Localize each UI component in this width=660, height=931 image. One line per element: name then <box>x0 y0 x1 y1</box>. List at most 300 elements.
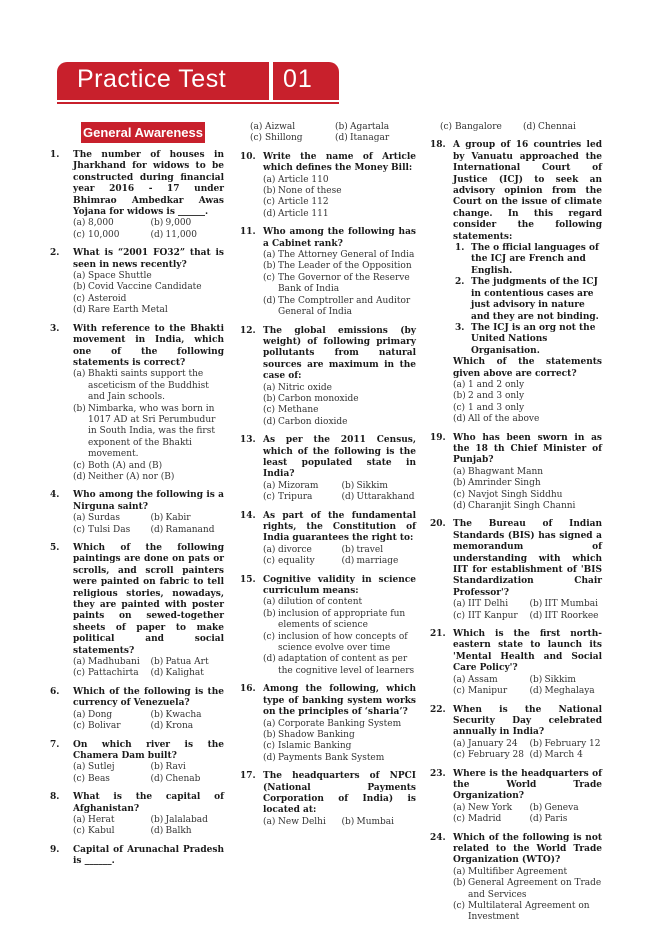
question-number: 3. <box>50 323 60 334</box>
answer-option <box>263 753 416 764</box>
option-text: General Agreement on Trade and Services <box>468 878 602 900</box>
statement-text: The judgments of the ICJ in contentious cases are just advisory in nature and they are not binding. <box>471 277 599 322</box>
option-text: February 12 <box>544 738 601 749</box>
option-letter: (c) <box>73 826 86 837</box>
answer-option <box>453 675 526 686</box>
question-item <box>50 324 224 484</box>
option-text: inclusion of appropriate fun elements of science <box>278 608 406 631</box>
answer-options <box>73 369 224 483</box>
option-text: Bhagwant Mann <box>468 466 544 477</box>
option-letter: (d) <box>529 750 543 761</box>
option-text: Kalighat <box>165 668 204 679</box>
option-letter: (c) <box>263 741 276 752</box>
answer-options <box>263 481 416 504</box>
question-item <box>430 433 602 513</box>
answer-option <box>73 404 224 461</box>
answer-options <box>73 710 224 733</box>
option-text: The Governor of the Reserve Bank of India <box>278 272 410 295</box>
option-text: 8,000 <box>88 218 114 229</box>
question-text: Capital of Arunachal Pradesh is ______. <box>73 844 224 867</box>
answer-option <box>530 739 603 750</box>
question-text: Which is the first north-eastern state to launch its 'Mental Health and Social Care Policy'? <box>453 629 602 674</box>
option-text: Covid Vaccine Candidate <box>88 282 202 293</box>
option-letter: (c) <box>73 668 86 679</box>
answer-option <box>453 599 526 610</box>
answer-option <box>151 513 225 524</box>
option-letter: (a) <box>73 369 86 380</box>
option-letter: (d) <box>263 654 276 665</box>
question-followup-text: Which of the statements given above are correct? <box>453 357 602 379</box>
answer-option <box>151 218 225 229</box>
option-letter: (b) <box>150 762 164 773</box>
option-letter: (c) <box>263 492 276 503</box>
question-item <box>50 845 224 868</box>
column-1 <box>50 150 224 875</box>
option-text: 11,000 <box>165 229 197 240</box>
option-text: Multilateral Agreement on Investment <box>468 901 590 923</box>
option-letter: (c) <box>453 750 466 761</box>
answer-option <box>453 803 526 814</box>
question-number: 14. <box>240 510 256 521</box>
question-text: As per the 2011 Census, which of the following is the least populated state in India? <box>263 435 416 480</box>
option-text: The Attorney General of India <box>278 250 415 261</box>
question-number: 19. <box>430 432 446 443</box>
option-text: Article 110 <box>278 174 329 185</box>
option-text: Balkh <box>165 826 192 837</box>
answer-option <box>151 230 225 241</box>
option-text: Charanjit Singh Channi <box>468 501 576 511</box>
option-letter: (d) <box>529 814 543 825</box>
option-text: travel <box>356 544 384 555</box>
question-number: 21. <box>430 629 446 640</box>
answer-option <box>73 218 147 229</box>
answer-option <box>342 545 417 556</box>
question-text: Where is the headquarters of the World Trade Organization? <box>453 768 602 802</box>
option-text: equality <box>278 556 315 567</box>
answer-options <box>73 271 224 317</box>
statement-number: 3. <box>455 322 465 333</box>
option-text: Bhakti saints support the asceticism of the Buddhist and Jain schools. <box>88 369 209 403</box>
option-letter: (d) <box>341 492 355 503</box>
option-text: Rare Earth Metal <box>88 305 168 316</box>
question-number: 10. <box>240 151 256 162</box>
option-text: Beas <box>88 773 110 784</box>
question-9-options-continued <box>240 122 416 145</box>
option-letter: (a) <box>73 513 86 524</box>
question-item <box>430 519 602 622</box>
answer-options <box>453 380 602 426</box>
answer-option <box>453 814 526 825</box>
option-letter: (a) <box>453 674 466 685</box>
option-text: Corporate Banking System <box>278 718 402 729</box>
question-number: 5. <box>50 543 60 553</box>
question-item <box>240 511 416 568</box>
answer-option <box>73 762 147 773</box>
answer-option <box>151 774 225 785</box>
answer-options <box>453 675 602 698</box>
option-letter: (b) <box>335 122 348 132</box>
option-letter: (b) <box>529 599 543 610</box>
option-letter: (a) <box>263 597 276 608</box>
answer-option <box>530 750 603 761</box>
question-text: The headquarters of NPCI (National Payments Corporation of India) is located at: <box>263 771 416 816</box>
question-text: Who among the following has a Cabinet rank? <box>263 227 416 249</box>
option-text: Itanagar <box>350 133 390 144</box>
option-letter: (d) <box>263 208 276 219</box>
answer-option <box>530 803 603 814</box>
answer-option <box>263 597 416 608</box>
answer-option <box>151 826 225 837</box>
answer-options <box>263 250 416 318</box>
option-text: Sikkim <box>544 674 576 685</box>
option-letter: (a) <box>263 250 276 261</box>
option-text: Carbon monoxide <box>278 393 359 404</box>
option-letter: (d) <box>341 556 355 567</box>
option-text: 2 and 3 only <box>468 391 525 402</box>
statement-number: 1. <box>455 243 465 254</box>
answer-option <box>73 721 147 732</box>
option-letter: (c) <box>73 721 86 732</box>
page-title: Practice Test <box>77 65 227 93</box>
option-text: marriage <box>356 556 399 567</box>
option-letter: (a) <box>263 480 276 491</box>
option-text: 1 and 2 only <box>468 379 525 390</box>
statement-text: The ICJ is an org not the United Nations Organisation. <box>471 322 596 356</box>
question-item <box>430 769 602 826</box>
answer-option <box>263 545 338 556</box>
option-letter: (a) <box>73 271 86 282</box>
option-text: None of these <box>278 186 342 197</box>
option-text: Amrinder Singh <box>468 478 541 489</box>
answer-option <box>335 122 416 133</box>
option-letter: (a) <box>453 738 466 749</box>
answer-option <box>73 513 147 524</box>
answer-options <box>263 383 416 429</box>
option-text: Both (A) and (B) <box>88 460 163 471</box>
answer-option <box>263 175 416 186</box>
answer-option <box>440 122 519 133</box>
question-text: What is the capital of Afghanistan? <box>73 792 224 814</box>
option-text: All of the above <box>468 414 540 425</box>
column-2 <box>240 122 416 835</box>
question-item <box>240 684 416 764</box>
section-heading: General Awareness <box>81 122 205 143</box>
answer-option <box>73 461 224 472</box>
option-letter: (c) <box>453 610 466 621</box>
answer-option <box>73 369 224 403</box>
option-text: 10,000 <box>88 229 120 240</box>
answer-option <box>250 122 331 133</box>
option-text: Article 111 <box>278 208 329 219</box>
option-letter: (b) <box>150 814 164 825</box>
question-item <box>430 629 602 697</box>
option-text: 1 and 3 only <box>468 402 525 413</box>
question-item <box>240 227 416 318</box>
option-letter: (b) <box>150 218 164 229</box>
option-text: Uttarakhand <box>356 492 415 503</box>
option-text: Neither (A) nor (B) <box>88 471 175 482</box>
option-letter: (b) <box>150 709 164 720</box>
option-text: adaptation of content as per the cognitive level of learners <box>278 654 415 676</box>
option-text: Dong <box>88 709 113 720</box>
answer-option <box>453 611 526 622</box>
answer-option <box>263 741 416 752</box>
question-number: 22. <box>430 704 446 715</box>
option-letter: (c) <box>73 460 86 471</box>
option-text: Asteroid <box>88 293 127 304</box>
answer-options <box>453 803 602 826</box>
answer-option <box>73 305 224 316</box>
answer-option <box>73 826 147 837</box>
answer-option <box>453 414 602 425</box>
question-number: 12. <box>240 325 256 336</box>
answer-option <box>73 230 147 241</box>
option-text: Bangalore <box>455 122 502 132</box>
question-item <box>430 833 602 924</box>
option-letter: (a) <box>263 382 276 393</box>
question-text: A group of 16 countries led by Vanuatu approached the International Court of Justice (ICJ) to seek an advisory opinion from the Court on the issue of climate change. In this regard consider the following statements: <box>453 140 602 242</box>
option-letter: (a) <box>250 122 263 132</box>
option-letter: (a) <box>453 379 466 390</box>
test-number: 01 <box>283 65 313 93</box>
option-letter: (d) <box>150 773 164 784</box>
answer-option <box>263 261 416 272</box>
option-letter: (a) <box>453 599 466 610</box>
question-text: As part of the fundamental rights, the Constitution of India guarantees the right to: <box>263 510 416 544</box>
option-text: Nitric oxide <box>278 382 332 393</box>
option-letter: (c) <box>263 631 276 642</box>
option-text: February 28 <box>468 750 525 761</box>
option-text: Manipur <box>468 686 508 697</box>
option-text: Surdas <box>88 513 121 524</box>
option-text: inclusion of how concepts of science evolve over time <box>278 631 408 654</box>
option-text: Mumbai <box>356 816 395 827</box>
option-letter: (c) <box>263 197 276 208</box>
answer-option <box>342 492 417 503</box>
option-letter: (c) <box>453 814 466 825</box>
option-text: Kabul <box>88 826 115 837</box>
option-letter: (d) <box>453 501 466 511</box>
option-text: IIT Kanpur <box>468 610 518 621</box>
option-letter: (b) <box>453 391 466 402</box>
question-number: 6. <box>50 686 60 697</box>
option-letter: (a) <box>73 709 86 720</box>
statement-item <box>453 323 602 357</box>
option-letter: (a) <box>73 762 86 773</box>
answer-options <box>263 597 416 677</box>
option-letter: (b) <box>529 738 543 749</box>
question-item <box>50 150 224 241</box>
option-letter: (c) <box>73 773 86 784</box>
option-text: Sikkim <box>356 480 388 491</box>
answer-option <box>453 380 602 391</box>
answer-option <box>151 525 225 536</box>
option-letter: (b) <box>263 608 276 619</box>
answer-option <box>151 762 225 773</box>
question-item <box>50 248 224 316</box>
option-letter: (b) <box>263 261 276 272</box>
option-letter: (a) <box>73 657 86 668</box>
answer-option <box>263 197 416 208</box>
question-item <box>50 543 224 680</box>
option-letter: (c) <box>263 272 276 283</box>
answer-option <box>263 394 416 405</box>
option-text: Tulsi Das <box>88 524 131 535</box>
answer-option <box>453 878 602 901</box>
option-letter: (a) <box>263 544 276 555</box>
answer-option <box>530 814 603 825</box>
banner-rule <box>57 102 339 104</box>
option-text: Agartala <box>350 122 390 132</box>
question-text: Which of the following is not related to the World Trade Organization (WTO)? <box>453 832 602 866</box>
answer-options <box>73 815 224 838</box>
option-letter: (b) <box>263 186 276 197</box>
question-item <box>240 575 416 678</box>
option-letter: (d) <box>150 721 164 732</box>
option-text: Madrid <box>468 814 502 825</box>
option-letter: (c) <box>440 122 453 132</box>
answer-option <box>73 657 147 668</box>
question-item <box>430 140 602 425</box>
option-text: Jalalabad <box>165 814 208 825</box>
question-text: Which of the following paintings are done on pats or scrolls, and scroll painters were painted on fabric to tell religious stories, nowadays, they are painted with poster paints on sewed-together sheets of paper to make political and social statements? <box>73 543 224 656</box>
option-text: Kwacha <box>165 709 202 720</box>
question-text: The global emissions (by weight) of following primary pollutants from natural sources are maximum in the case of: <box>263 325 416 382</box>
option-text: Bolivar <box>88 721 121 732</box>
answer-option <box>453 501 602 512</box>
answer-option <box>263 730 416 741</box>
question-number: 4. <box>50 490 60 501</box>
question-text: Who among the following is a Nirguna saint? <box>73 490 224 512</box>
option-letter: (d) <box>150 524 164 535</box>
option-text: Geneva <box>544 802 579 813</box>
question-item <box>50 792 224 838</box>
answer-options <box>263 719 416 765</box>
option-text: Aizwal <box>265 122 296 132</box>
option-letter: (a) <box>263 174 276 185</box>
option-text: Pattachirta <box>88 668 139 679</box>
option-letter: (b) <box>263 393 276 404</box>
question-text: The number of houses in Jharkhand for widows to be constructed during financial year 2016 - 17 under Bhimrao Ambedkar Awas Yojana for widows is ______. <box>73 150 224 218</box>
answer-option <box>530 675 603 686</box>
option-text: Chennai <box>538 122 576 132</box>
question-number: 16. <box>240 684 256 695</box>
statement-text: The o fficial languages of the ICJ are French and English. <box>471 243 599 276</box>
question-number: 13. <box>240 435 256 446</box>
answer-option <box>263 556 338 567</box>
answer-option <box>151 815 225 826</box>
question-text: Cognitive validity in science curriculum means: <box>263 574 416 597</box>
option-text: Meghalaya <box>544 686 595 697</box>
answer-option <box>151 721 225 732</box>
answer-option <box>263 609 416 632</box>
answer-option <box>73 282 224 293</box>
option-letter: (d) <box>263 752 276 763</box>
answer-option <box>453 391 602 402</box>
answer-option <box>530 599 603 610</box>
option-letter: (a) <box>73 218 86 229</box>
question-item <box>50 740 224 786</box>
option-text: Kabir <box>165 513 191 524</box>
question-text: Who has been sworn in as the 18 th Chief Minister of Punjab? <box>453 432 602 466</box>
answer-option <box>73 815 147 826</box>
option-letter: (c) <box>73 293 86 304</box>
question-item <box>240 152 416 220</box>
question-item <box>50 687 224 733</box>
question-text: Write the name of Article which defines the Money Bill: <box>263 151 416 174</box>
question-text: What is “2001 FO32” that is seen in news recently? <box>73 248 224 270</box>
option-text: Assam <box>468 674 498 685</box>
option-text: Navjot Singh Siddhu <box>468 489 563 500</box>
answer-option <box>73 774 147 785</box>
option-letter: (b) <box>453 478 466 489</box>
statement-item <box>453 243 602 277</box>
option-letter: (d) <box>529 610 543 621</box>
answer-option <box>73 294 224 305</box>
option-letter: (b) <box>453 878 466 889</box>
option-text: 9,000 <box>165 218 192 229</box>
option-text: The Leader of the Opposition <box>278 261 412 272</box>
option-text: New York <box>468 802 513 813</box>
option-text: divorce <box>278 544 312 555</box>
option-letter: (d) <box>523 122 536 132</box>
option-text: Tripura <box>278 492 313 503</box>
answer-option <box>73 710 147 721</box>
question-text: The Bureau of Indian Standards (BIS) has signed a memorandum of understanding with which IIT for establishment of 'BIS Standardization Chair Professor'? <box>453 519 602 598</box>
question-number: 7. <box>50 739 60 750</box>
answer-option <box>342 556 417 567</box>
option-letter: (a) <box>453 866 466 877</box>
option-letter: (b) <box>529 802 543 813</box>
question-number: 9. <box>50 844 60 855</box>
option-text: Shillong <box>265 133 303 144</box>
answer-option <box>73 668 147 679</box>
option-letter: (b) <box>341 544 355 555</box>
answer-option <box>453 403 602 414</box>
statement-number: 2. <box>455 277 465 288</box>
option-text: Sutlej <box>88 762 115 773</box>
option-text: Shadow Banking <box>278 729 355 740</box>
question-text: When is the National Security Day celebrated annually in India? <box>453 704 602 738</box>
answer-option <box>263 817 338 828</box>
answer-option <box>342 481 417 492</box>
option-text: Madhubani <box>88 657 140 668</box>
answer-option <box>151 710 225 721</box>
option-text: March 4 <box>544 750 583 761</box>
answer-options <box>453 599 602 622</box>
option-text: Ramanand <box>165 524 215 535</box>
answer-option <box>453 750 526 761</box>
option-text: January 24 <box>468 738 518 749</box>
column-3 <box>430 122 602 931</box>
answer-option <box>73 472 224 483</box>
option-letter: (b) <box>341 480 355 491</box>
option-text: dilution of content <box>278 597 363 608</box>
option-text: Paris <box>544 814 568 825</box>
option-letter: (c) <box>73 524 86 535</box>
answer-option <box>453 478 602 489</box>
answer-option <box>263 273 416 296</box>
option-text: Krona <box>165 721 194 732</box>
option-text: The Comptroller and Auditor General of India <box>278 295 411 318</box>
answer-option <box>453 467 602 478</box>
option-text: Space Shuttle <box>88 271 152 282</box>
option-letter: (b) <box>73 403 86 414</box>
option-letter: (c) <box>453 402 466 413</box>
option-text: New Delhi <box>278 816 326 827</box>
question-text: Among the following, which type of banking system works on the principles of ‘sharia’? <box>263 684 416 718</box>
answer-option <box>263 209 416 220</box>
